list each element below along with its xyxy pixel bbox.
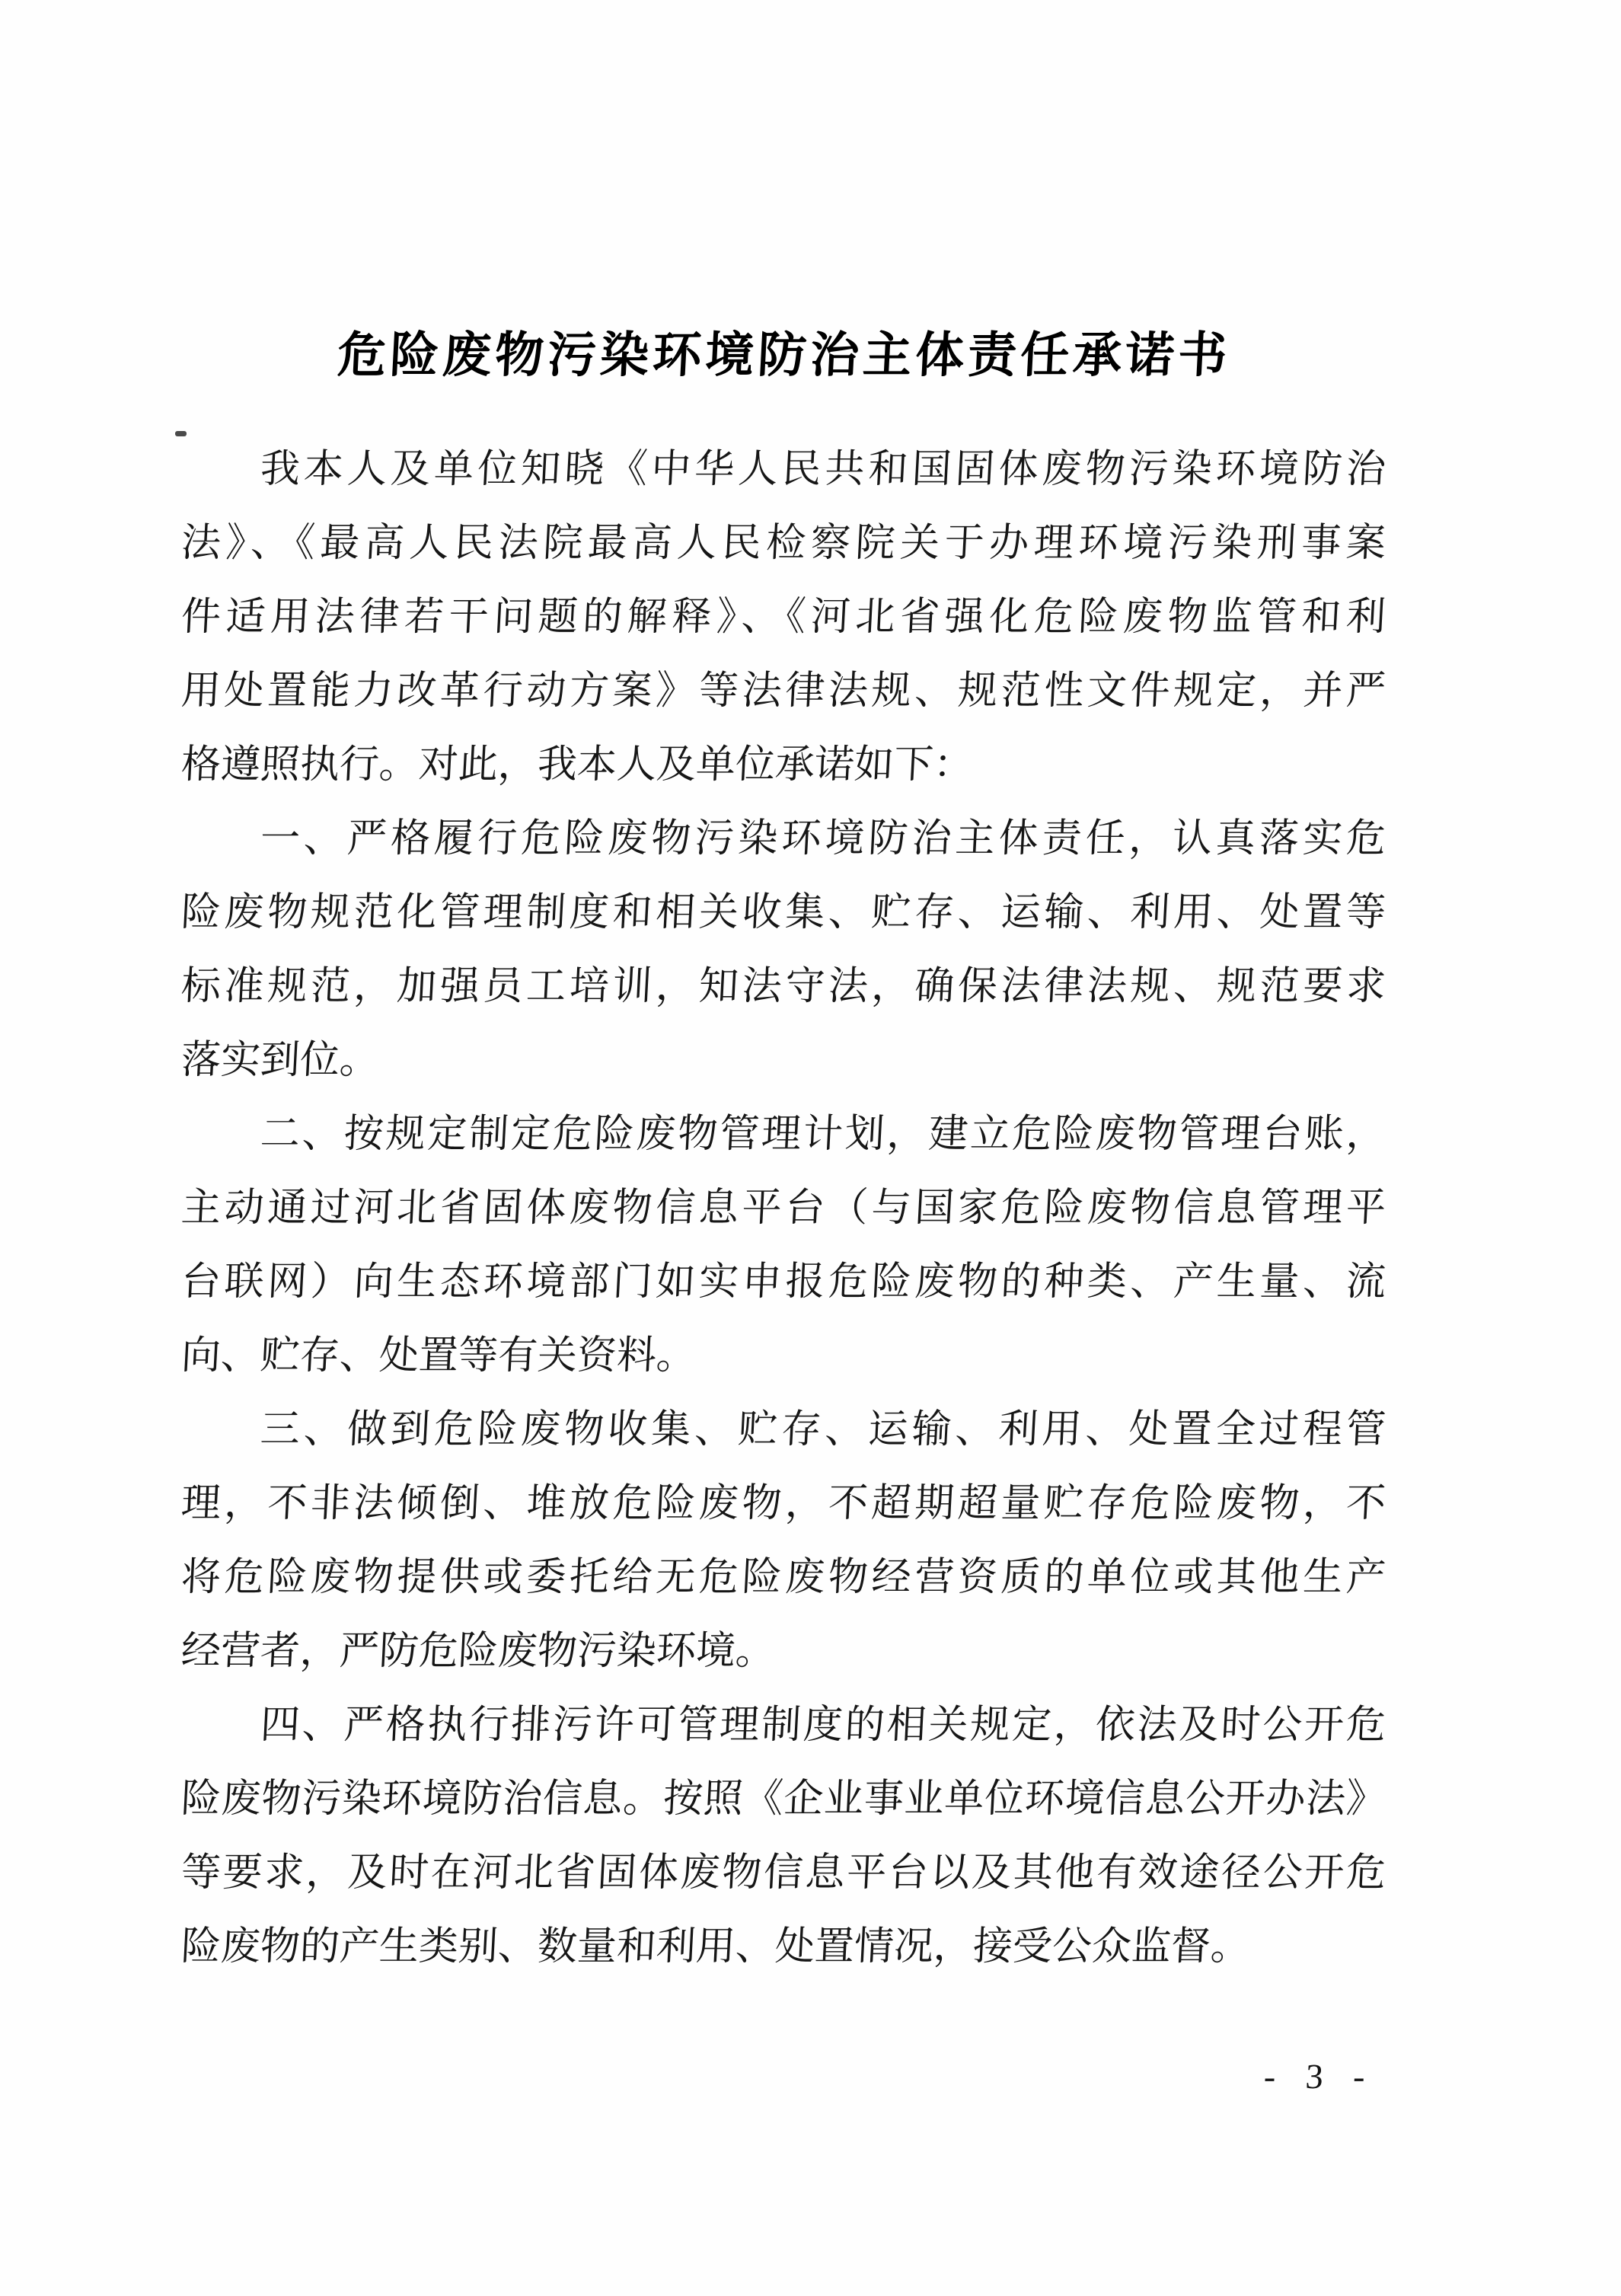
body-line: 标准规范，加强员工培训，知法守法，确保法律法规、规范要求 <box>180 965 1387 1008</box>
page-number: - 3 - <box>1263 2057 1377 2096</box>
body-line: 主动通过河北省固体废物信息平台（与国家危险废物信息管理平 <box>180 1186 1387 1230</box>
body-line: 理，不非法倾倒、堆放危险废物，不超期超量贮存危险废物，不 <box>180 1482 1387 1525</box>
body-line: 三、做到危险废物收集、贮存、运输、利用、处置全过程管 <box>259 1408 1387 1451</box>
body-line: 险废物规范化管理制度和相关收集、贮存、运输、利用、处置等 <box>180 891 1387 934</box>
body-line: 格遵照执行。对此，我本人及单位承诺如下： <box>180 743 975 787</box>
body-line: 台联网）向生态环境部门如实申报危险废物的种类、产生量、流 <box>180 1260 1387 1304</box>
document-title: 危险废物污染环境防治主体责任承诺书 <box>336 327 1233 382</box>
body-line: 一、严格履行危险废物污染环境防治主体责任，认真落实危 <box>259 817 1387 861</box>
body-line: 向、贮存、处置等有关资料。 <box>180 1334 697 1378</box>
body-line: 件适用法律若干问题的解释》、《河北省强化危险废物监管和利 <box>180 596 1387 639</box>
body-line: 四、严格执行排污许可管理制度的相关规定，依法及时公开危 <box>259 1704 1387 1747</box>
body-line: 将危险废物提供或委托给无危险废物经营资质的单位或其他生产 <box>180 1556 1387 1599</box>
body-line: 二、按规定制定危险废物管理计划，建立危险废物管理台账， <box>259 1113 1387 1156</box>
body-line: 险废物污染环境防治信息。按照《企业事业单位环境信息公开办法》 <box>180 1777 1387 1821</box>
body-line: 经营者，严防危险废物污染环境。 <box>180 1630 777 1673</box>
body-line: 法》、《最高人民法院最高人民检察院关于办理环境污染刑事案 <box>180 522 1387 565</box>
body-line: 等要求，及时在河北省固体废物信息平台以及其他有效途径公开危 <box>180 1851 1387 1895</box>
body-line: 我本人及单位知晓《中华人民共和国固体废物污染环境防治 <box>259 448 1387 491</box>
body-line: 用处置能力改革行动方案》等法律法规、规范性文件规定，并严 <box>180 669 1387 713</box>
body-line: 落实到位。 <box>180 1039 381 1082</box>
body-line: 险废物的产生类别、数量和利用、处置情况，接受公众监督。 <box>180 1925 1252 1969</box>
document-body <box>181 433 1386 1984</box>
